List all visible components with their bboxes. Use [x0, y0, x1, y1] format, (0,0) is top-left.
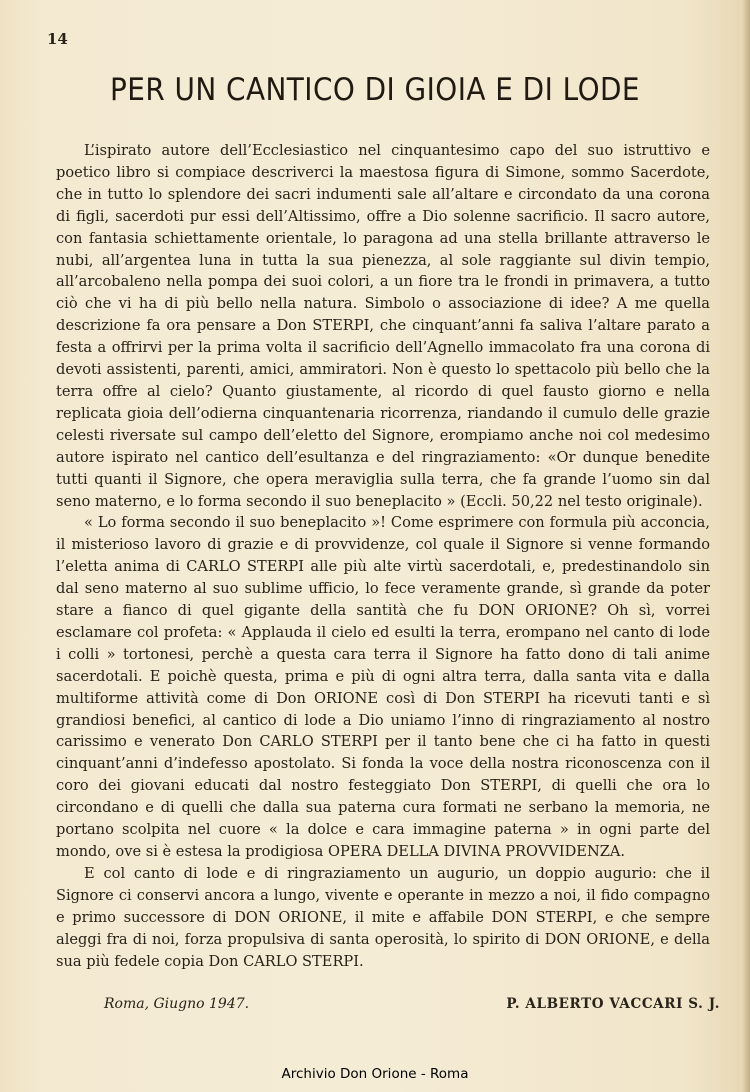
- paragraph-3: E col canto di lode e di ringraziamento un augurio, un doppio augurio: che il Signore ci conservi ancora a lungo, vivente e operante in mezzo a noi, il fido compagno e primo successore di DON ORIONE, il mite e affabile DON STERPI, e che sempre aleggi fra di noi, forza propulsiva di santa operosità, lo spirito di DON ORIONE, e della sua più fedele copia Don CARLO STERPI.: [56, 864, 710, 970]
- article-body: [56, 140, 710, 972]
- page-title: PER UN CANTICO DI GIOIA E DI LODE: [109, 72, 641, 108]
- paragraph-2: « Lo forma secondo il suo beneplacito »! Come esprimere con formula più acconcia, il misterioso lavoro di grazie e di provvidenze, col quale il Signore si venne formando l’eletta anima di CARLO STERPI alle più alte virtù sacerdotali, e, predestinandolo sin dal seno materno al suo sublime ufficio, lo fece veramente grande, sì grande da poter stare a fianco di quel gigante della santità che fu DON ORIONE? Oh sì, vorrei esclamare col profeta: « Applauda il cielo ed esulti la terra, erompano nel canto di lode i colli » tortonesi, perchè a questa cara terra il Signore ha fatto dono di tali anime sacerdotali. E poichè questa, prima e più di ogni altra terra, dalla santa vita e dalla multiforme attività come di Don ORIONE così di Don STERPI ha ricevuti tanti e sì grandiosi benefici, al cantico di lode a Dio uniamo l’inno di ringraziamento al nostro carissimo e venerato Don CARLO STERPI per il tanto bene che ci ha fatto in questi cinquant’anni d’indefesso apostolato. Si fonda la voce della nostra riconoscenza con il coro dei giovani educati dal nostro festeggiato Don STERPI, di quelli che ora lo circondano e di quelli che dalla sua paterna cura formati ne serbano la memoria, ne portano scolpita nel cuore « la dolce e cara immagine paterna » in ogni parte del mondo, ove si è estesa la prodigiosa OPERA DELLA DIVINA PROVVIDENZA.: [56, 514, 710, 860]
- paragraph-1: L’ispirato autore dell’Ecclesiastico nel cinquantesimo capo del suo istruttivo e poetico libro si compiace descriverci la maestosa figura di Simone, sommo Sacerdote, che in tutto lo splendore dei sacri indumenti sale all’altare e circondato da una corona di figli, sacerdoti pur essi dell’Altissimo, offre a Dio solenne sacrificio. Il sacro autore, con fantasia schiettamente orientale, lo paragona ad una stella brillante attraverso le nubi, all’argentea luna in tutta la sua pienezza, al sole raggiante sul divin tempio, all’arcobaleno nella pompa dei suoi colori, a un fiore tra le frondi in primavera, a tutto ciò che vi ha di più bello nella natura. Simbolo o associazione di idee? A me quella descrizione fa ora pensare a Don STERPI, che cinquant’anni fa saliva l’altare parato a festa a offrirvi per la prima volta il sacrificio dell’Agnello immacolato fra una corona di devoti assistenti, parenti, amici, ammiratori. Non è questo lo spettacolo più bello che la terra offre al cielo? Quanto giustamente, al ricordo di quel fausto giorno e nella replicata gioia dell’odierna cinquantenaria ricorrenza, riandando il cumulo delle grazie celesti riversate sul campo dell’eletto del Signore, erompiamo anche noi col medesimo autore ispirato nel cantico dell’esultanza e del ringraziamento: «Or dunque benedite tutti quanti il Signore, che opera meraviglia sulla terra, che fa grande l’uomo sin dal seno materno, e lo forma secondo il suo beneplacito » (Eccli. 50,22 nel testo originale).: [56, 142, 710, 510]
- signature: [104, 996, 720, 1018]
- page-edge-shadow: [742, 0, 750, 1092]
- page-number: 14: [47, 30, 68, 48]
- signature-place-date: Roma, Giugno 1947.: [104, 996, 250, 1012]
- archive-footer: Archivio Don Orione - Roma: [281, 1066, 469, 1082]
- signature-author: P. ALBERTO VACCARI S. J.: [506, 996, 720, 1012]
